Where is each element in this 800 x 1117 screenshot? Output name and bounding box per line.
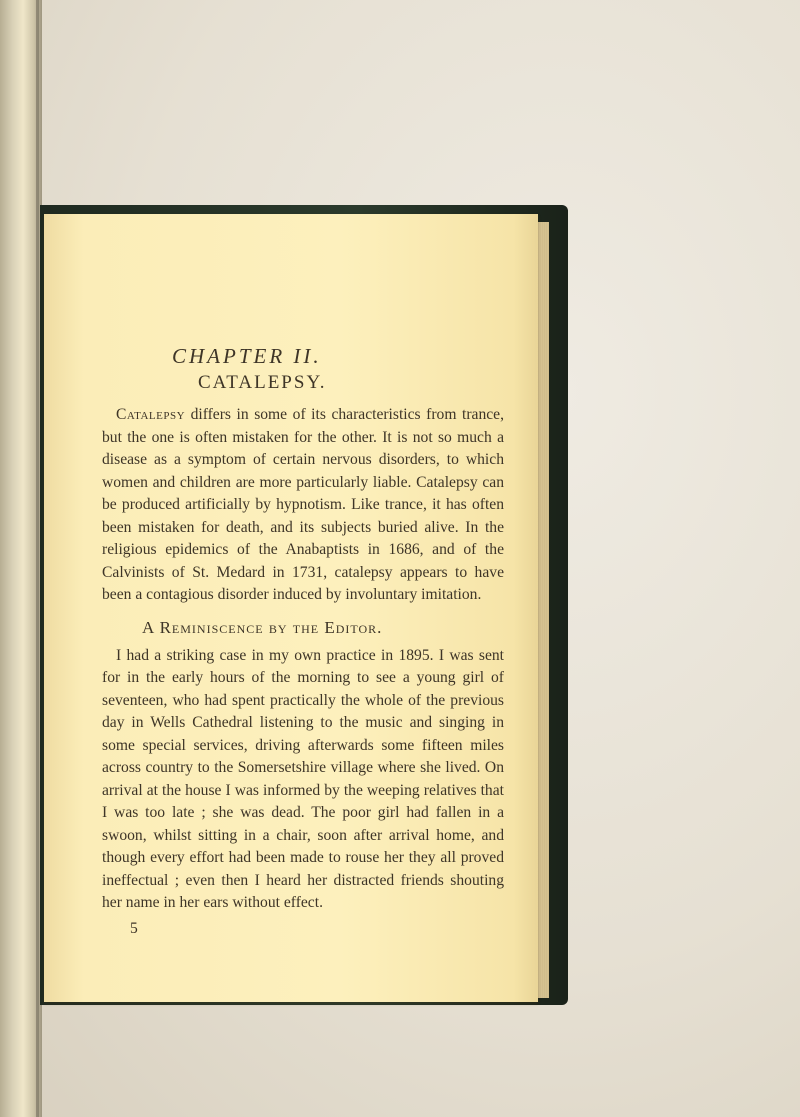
adjacent-book-spine-line bbox=[36, 0, 39, 1117]
page-number: 5 bbox=[130, 919, 138, 937]
intro-text: differs in some of its characteristics from trance, but the one is often mistaken for the other. It is not so much a disease as a symptom of certain nervous disorders, to which women and children are more particularly liable. Catalepsy can be produced artificially by hypnotism. Like trance, it has often been mistaken for death, and its subjects buried alive. In the religious epidemics of the Anabaptists in 1686, and of the Calvinists of St. Medard in 1731, catalepsy appears to have been a contagious disorder induced by involuntary imitation. bbox=[102, 406, 504, 603]
body-paragraph: I had a striking case in my own practice in 1895. I was sent for in the early hours of the morning to see a young girl of seventeen, who had spent practically the whole of the previous day in Wells Cathedral listening to the music and singing in some special services, driving afterwards some fifteen miles across country to the Somersetshire village where she lived. On arrival at the house I was informed by the weeping relatives that I was too late ; she was dead. The poor girl had fallen in a swoon, whilst sitting in a chair, soon after arrival home, and though every effort had been made to rouse her they all proved ineffectual ; even then I heard her distracted friends shouting her name in her ears without effect. bbox=[102, 646, 504, 911]
chapter-title: CATALEPSY. bbox=[198, 372, 327, 393]
intro-paragraph bbox=[102, 404, 504, 607]
page-text bbox=[102, 342, 504, 939]
book-page bbox=[44, 214, 538, 1002]
intro-lead-word: Catalepsy bbox=[116, 406, 186, 423]
section-heading: A Reminiscence by the Editor. bbox=[142, 617, 383, 637]
chapter-heading: CHAPTER II. bbox=[172, 344, 322, 368]
